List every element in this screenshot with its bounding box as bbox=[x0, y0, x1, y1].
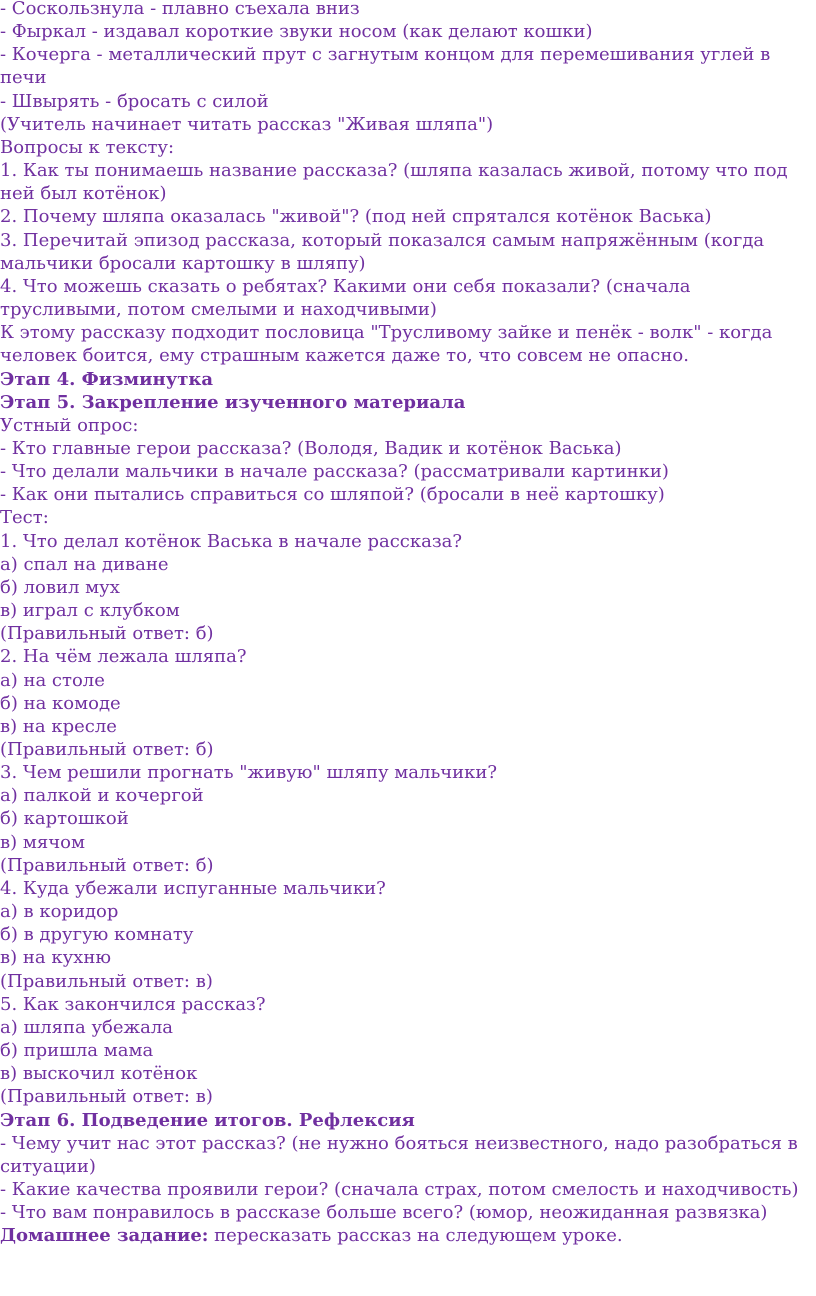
question-line: 4. Что можешь сказать о ребятах? Какими они себя показали? (сначала трусливыми, потом смелыми и находчивыми) bbox=[0, 275, 691, 321]
test-question: 1. Что делал котёнок Васька в начале рассказа? bbox=[0, 530, 463, 552]
test-answer: (Правильный ответ: б) bbox=[0, 623, 214, 645]
test-question: 5. Как закончился рассказ? bbox=[0, 993, 266, 1015]
vocabulary-and-questions bbox=[0, 0, 816, 368]
question-line: 2. Почему шляпа оказалась "живой"? (под ней спрятался котёнок Васька) bbox=[0, 206, 712, 228]
homework-label: Домашнее задание: bbox=[0, 1225, 209, 1247]
vocab-line: - Швырять - бросать с силой bbox=[0, 90, 269, 112]
test-section bbox=[0, 506, 816, 1108]
test-option: б) в другую комнату bbox=[0, 924, 194, 946]
oral-survey-title: Устный опрос: bbox=[0, 414, 139, 436]
test-option: в) мячом bbox=[0, 831, 85, 853]
test-question-block bbox=[0, 530, 816, 646]
oral-survey bbox=[0, 414, 816, 507]
reflection-question: - Чему учит нас этот рассказ? (не нужно бояться неизвестного, надо разобраться в ситуации) bbox=[0, 1132, 798, 1177]
test-answer: (Правильный ответ: б) bbox=[0, 854, 214, 876]
test-answer: (Правильный ответ: в) bbox=[0, 1086, 213, 1108]
reflection-section bbox=[0, 1132, 816, 1225]
reflection-question: - Какие качества проявили герои? (сначала страх, потом смелость и находчивость) bbox=[0, 1178, 799, 1200]
test-option: а) шляпа убежала bbox=[0, 1016, 173, 1038]
test-question-block bbox=[0, 993, 816, 1109]
test-option: в) играл с клубком bbox=[0, 600, 180, 622]
reflection-question: - Что вам понравилось в рассказе больше всего? (юмор, неожиданная развязка) bbox=[0, 1202, 768, 1224]
test-question: 3. Чем решили прогнать "живую" шляпу мальчики? bbox=[0, 762, 498, 784]
test-option: б) картошкой bbox=[0, 808, 129, 830]
oral-question: - Что делали мальчики в начале рассказа? (рассматривали картинки) bbox=[0, 461, 669, 483]
homework-text: пересказать рассказ на следующем уроке. bbox=[208, 1225, 623, 1247]
test-question-block bbox=[0, 877, 816, 993]
teacher-note: (Учитель начинает читать рассказ "Живая шляпа") bbox=[0, 113, 494, 135]
test-question: 2. На чём лежала шляпа? bbox=[0, 646, 247, 668]
oral-question: - Кто главные герои рассказа? (Володя, Вадик и котёнок Васька) bbox=[0, 437, 622, 459]
proverb-paragraph: К этому рассказу подходит пословица "Трусливому зайке и пенёк - волк" - когда человек боится, ему страшным кажется даже то, что совсем не опасно. bbox=[0, 322, 773, 367]
test-answer: (Правильный ответ: б) bbox=[0, 739, 214, 760]
test-option: в) на кресле bbox=[0, 715, 117, 737]
test-option: в) выскочил котёнок bbox=[0, 1063, 198, 1085]
test-option: б) ловил мух bbox=[0, 576, 120, 598]
question-line: 3. Перечитай эпизод рассказа, который показался самым напряжённым (когда мальчики бросали картошку в шляпу) bbox=[0, 229, 765, 274]
test-answer: (Правильный ответ: в) bbox=[0, 970, 213, 992]
test-option: а) спал на диване bbox=[0, 553, 169, 575]
test-option: а) палкой и кочергой bbox=[0, 785, 204, 807]
vocab-line: - Фыркал - издавал короткие звуки носом (как делают кошки) bbox=[0, 21, 593, 43]
test-question-block bbox=[0, 645, 816, 761]
test-option: а) в коридор bbox=[0, 901, 119, 923]
test-option: б) пришла мама bbox=[0, 1040, 154, 1062]
vocab-line: - Соскользнула - плавно съехала вниз bbox=[0, 0, 360, 19]
stage-5-heading: Этап 5. Закрепление изученного материала bbox=[0, 391, 466, 413]
homework-line bbox=[0, 1224, 816, 1247]
test-option: а) на столе bbox=[0, 669, 105, 691]
stage-4-heading: Этап 4. Физминутка bbox=[0, 368, 214, 390]
test-question-block bbox=[0, 761, 816, 877]
stage-6-heading: Этап 6. Подведение итогов. Рефлексия bbox=[0, 1109, 415, 1131]
test-option: б) на комоде bbox=[0, 692, 121, 714]
test-question: 4. Куда убежали испуганные мальчики? bbox=[0, 877, 386, 899]
vocab-line: - Кочерга - металлический прут с загнутым концом для перемешивания углей в печи bbox=[0, 44, 771, 89]
test-title: Тест: bbox=[0, 507, 49, 529]
test-option: в) на кухню bbox=[0, 947, 111, 969]
question-line: 1. Как ты понимаешь название рассказа? (шляпа казалась живой, потому что под ней был котёнок) bbox=[0, 160, 788, 205]
questions-title: Вопросы к тексту: bbox=[0, 136, 175, 158]
oral-question: - Как они пытались справиться со шляпой? (бросали в неё картошку) bbox=[0, 484, 665, 506]
